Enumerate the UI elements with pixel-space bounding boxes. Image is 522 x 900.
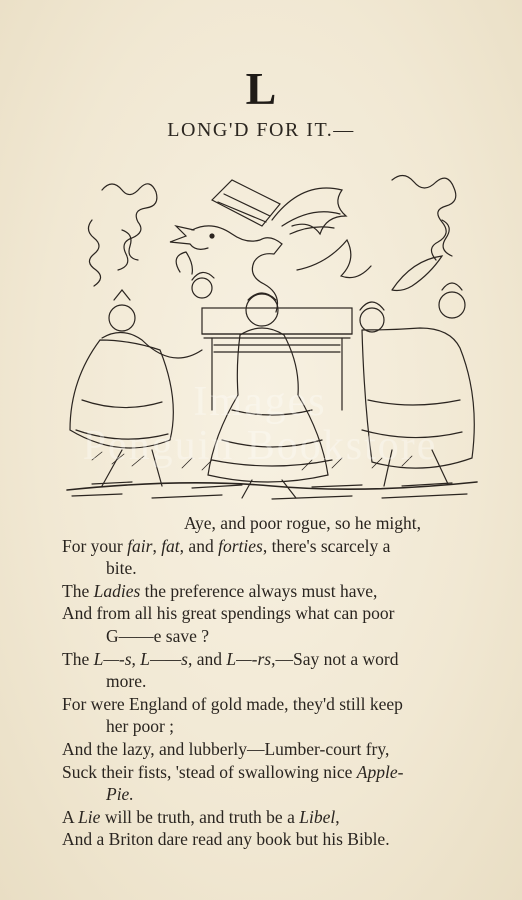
verse-line: her poor ;	[106, 716, 175, 737]
verse-line: bite.	[106, 558, 137, 579]
chapter-letter: L	[245, 63, 277, 114]
verse-line: And a Briton dare read any book but his Bible.	[62, 829, 390, 850]
verse-line: Aye, and poor rogue, so he might,	[184, 513, 422, 533]
verse-line: The L—-s, L——s, and L—-rs,—Say not a word	[62, 648, 399, 669]
verse-line: Suck their fists, 'stead of swallowing nice Apple-	[62, 761, 404, 782]
watermark: Images Penguin Bookstore	[82, 379, 438, 470]
chapter-title: LONG'D FOR IT.—	[167, 119, 355, 141]
verse-line: And the lazy, and lubberly—Lumber-court fry,	[62, 738, 390, 759]
verse-line: The Ladies the preference always must have,	[62, 580, 378, 601]
verse-line: For your fair, fat, and forties, there's scarcely a	[62, 535, 391, 556]
verse-line: And from all his great spendings what can poor	[62, 603, 395, 624]
verse-line: G——e save ?	[106, 625, 210, 646]
verse-line: more.	[106, 671, 147, 692]
verse-text	[62, 512, 472, 851]
verse-line: A Lie will be truth, and truth be a Libel,	[62, 806, 340, 827]
verse-line: For were England of gold made, they'd still keep	[62, 693, 403, 714]
engraving-illustration	[62, 160, 482, 505]
verse-line: Pie.	[106, 784, 134, 805]
